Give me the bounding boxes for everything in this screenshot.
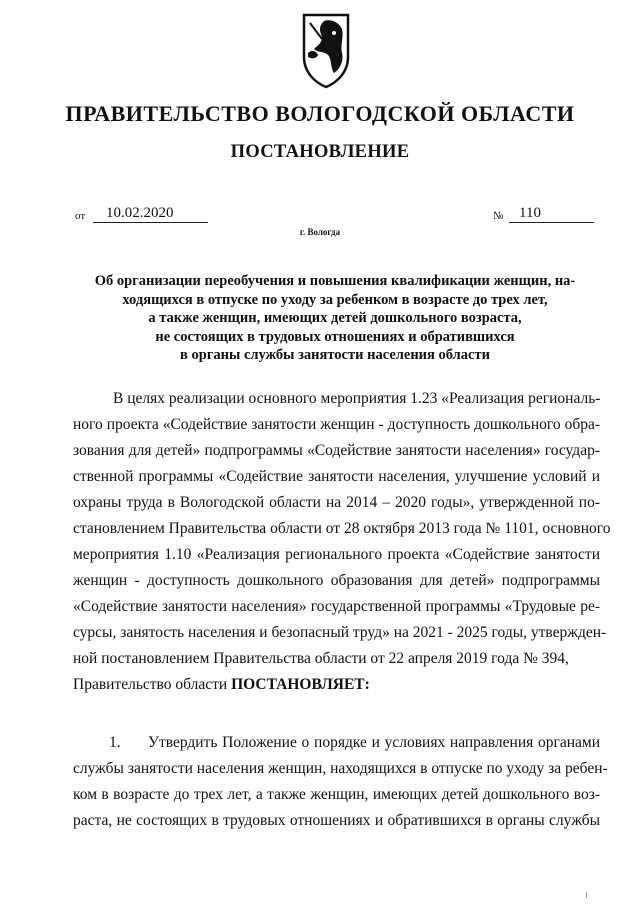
document-type-title: ПОСТАНОВЛЕНИЕ bbox=[230, 142, 410, 162]
subject-line: а также женщин, имеющих детей дошкольного возраста, bbox=[148, 310, 522, 326]
body-line: ком в возрасте до трех лет, а также женщин, имеющих детей дошкольного воз- bbox=[73, 786, 600, 803]
date-underline bbox=[93, 222, 208, 223]
body-line: женщин - доступность дошкольного образования для детей» подпрограммы bbox=[73, 572, 600, 589]
body-line: мероприятия 1.10 «Реализация регионального проекта «Содействие занятости bbox=[73, 546, 600, 563]
number-prefix: № bbox=[493, 210, 504, 222]
body-line: Утвердить Положение о порядке и условиях направления органами bbox=[148, 734, 600, 751]
body-line: ного проекта «Содействие занятости женщин - доступность дошкольного обра- bbox=[73, 416, 600, 433]
body-line: ственной программы «Содействие занятости населения, улучшение условий и bbox=[73, 468, 600, 485]
document-date: 10.02.2020 bbox=[106, 205, 174, 221]
item-number: 1. bbox=[109, 734, 121, 751]
body-line: «Содействие занятости населения» государственной программы «Трудовые ре- bbox=[73, 598, 600, 615]
body-line: службы занятости населения женщин, находящихся в отпуске по уходу за ребен- bbox=[73, 760, 608, 777]
body-line: охраны труда в Вологодской области на 2014 – 2020 годы», утвержденной по- bbox=[73, 494, 600, 511]
body-line: зования для детей» подпрограммы «Содействие занятости населения» государ- bbox=[73, 442, 600, 459]
scan-mark bbox=[586, 892, 587, 898]
number-underline bbox=[509, 222, 594, 223]
body-line: становлением Правительства области от 28 октября 2013 года № 1101, основного bbox=[73, 520, 611, 537]
coat-of-arms-icon bbox=[300, 9, 352, 89]
city-label: г. Вологда bbox=[299, 227, 341, 237]
date-prefix: от bbox=[75, 210, 86, 222]
subject-line: в органы службы занятости населения области bbox=[180, 347, 490, 363]
subject-line: не состоящих в трудовых отношениях и обратившихся bbox=[155, 328, 515, 345]
document-subject bbox=[70, 272, 600, 365]
preamble-closing bbox=[73, 675, 600, 695]
body-line: сурсы, занятость населения и безопасный труд» на 2021 - 2025 годы, утвержден- bbox=[73, 624, 607, 641]
body-line: В целях реализации основного мероприятия 1.23 «Реализация региональ- bbox=[113, 390, 601, 407]
organization-title: ПРАВИТЕЛЬСТВО ВОЛОГОДСКОЙ ОБЛАСТИ bbox=[65, 101, 575, 126]
body-line: раста, не состоящих в трудовых отношениях и обратившихся в органы службы bbox=[73, 812, 600, 829]
subject-line: Об организации переобучения и повышения квалификации женщин, на- bbox=[94, 273, 576, 289]
document-number: 110 bbox=[519, 205, 541, 221]
closing-text: Правительство области bbox=[73, 676, 232, 693]
decree-keyword: ПОСТАНОВЛЯЕТ: bbox=[231, 676, 370, 693]
subject-line: ходящихся в отпуске по уходу за ребенком в возрасте до трех лет, bbox=[122, 291, 548, 308]
body-line: ной постановлением Правительства области от 22 апреля 2019 года № 394, bbox=[73, 650, 569, 667]
